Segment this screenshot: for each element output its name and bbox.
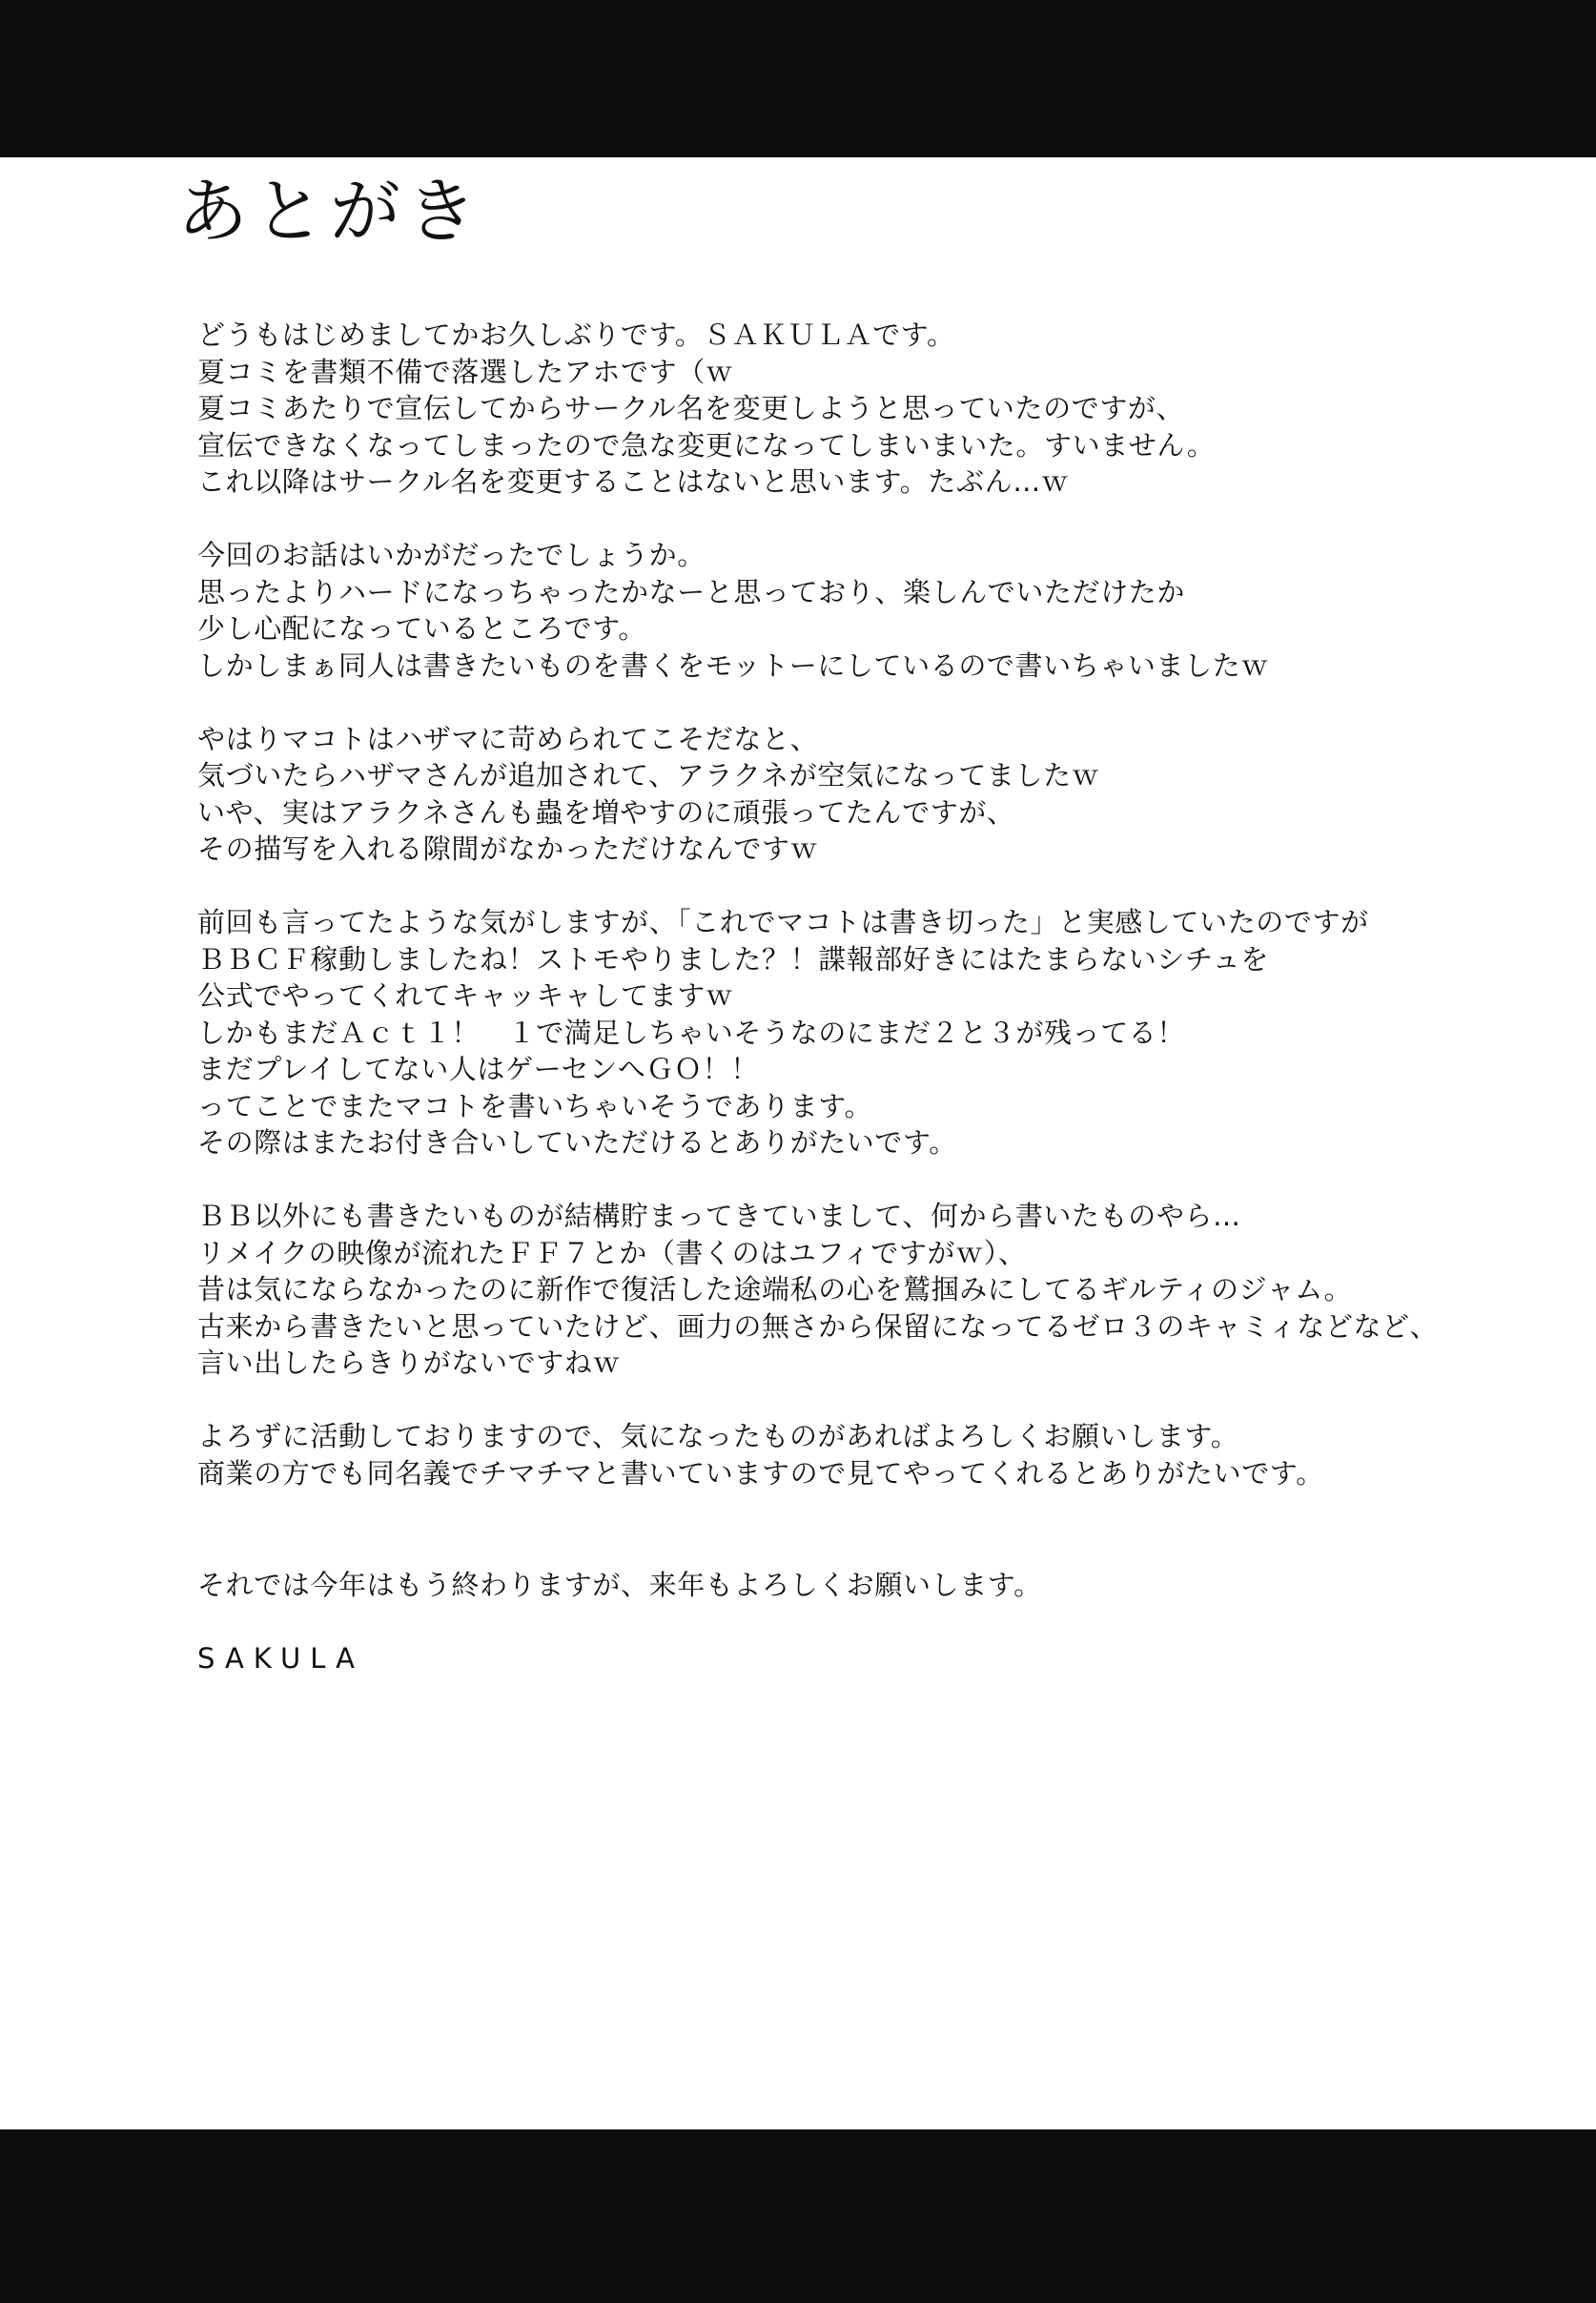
paragraph-spacer	[197, 1529, 1561, 1567]
top-black-border	[0, 0, 1596, 157]
text-line: リメイクの映像が流れたＦＦ７とか（書くのはユフィですがｗ）、	[197, 1236, 1027, 1269]
text-line: やはりマコトはハザマに苛められてこそだなと、	[197, 722, 819, 755]
page-title: あとがき	[177, 171, 482, 253]
text-line: 商業の方でも同名義でチマチマと書いていますので見てやってくれるとありがたいです。	[197, 1456, 1324, 1490]
text-line: それでは今年はもう終わりますが、来年もよろしくお願いします。	[197, 1568, 1042, 1601]
text-line: 夏コミを書類不備で落選したアホです（ｗ	[197, 355, 734, 388]
text-line: ってことでまたマコトを書いちゃいそうであります。	[197, 1089, 873, 1122]
text-line: ＢＢ以外にも書きたいものが結構貯まってきていまして、何から書いたものやら…	[197, 1200, 1241, 1232]
text-line: これ以降はサークル名を変更することはないと思います。たぶん…ｗ	[197, 465, 1070, 498]
text-line: 公式でやってくれてキャッキャしてますｗ	[197, 979, 734, 1012]
text-line: いや、実はアラクネさんも蟲を増やすのに頑張ってたんですが、	[197, 795, 1015, 829]
text-line: よろずに活動しておりますので、気になったものがあればよろしくお願いします。	[197, 1420, 1239, 1452]
paragraph-future-works	[197, 1198, 1561, 1382]
paragraph-bbcf	[197, 904, 1561, 1162]
text-line: 宣伝できなくなってしまったので急な変更になってしまいまいた。すいません。	[197, 428, 1216, 462]
bottom-black-border	[0, 2129, 1596, 2303]
paragraph-characters	[197, 721, 1561, 868]
text-line: 気づいたらハザマさんが追加されて、アラクネが空気になってましたｗ	[197, 759, 1100, 792]
paragraph-activities	[197, 1418, 1561, 1491]
text-line: 言い出したらきりがないですねｗ	[197, 1347, 622, 1379]
text-line: その際はまたお付き合いしていただけるとありがたいです。	[197, 1126, 957, 1159]
paragraph-story	[197, 537, 1561, 684]
text-line: 夏コミあたりで宣伝してからサークル名を変更しようと思っていたのですが、	[197, 392, 1185, 424]
afterword-body	[197, 317, 1561, 1676]
text-line: 少し心配になっているところです。	[197, 612, 646, 645]
author-signature: SAKULA	[197, 1641, 364, 1675]
text-line: どうもはじめましてかお久しぶりです。ＳＡＫＵＬＡです。	[197, 319, 955, 351]
text-line: まだプレイしてない人はゲーセンへＧＯ！！	[197, 1053, 759, 1085]
text-line: 前回も言ってたような気がしますが、「これでマコトは書き切った」と実感していたのですが	[197, 906, 1369, 938]
text-line: 昔は気にならなかったのに新作で復活した途端私の心を鷲掴みにしてるギルティのジャム。	[197, 1273, 1353, 1306]
text-line: 古来から書きたいと思っていたけど、画力の無さから保留になってるゼロ３のキャミィなどなど、	[197, 1309, 1439, 1343]
text-line: 今回のお話はいかがだったでしょうか。	[197, 539, 706, 571]
text-line: その描写を入れる隙間がなかっただけなんですｗ	[197, 833, 819, 865]
paragraph-closing	[197, 1567, 1561, 1604]
paragraph-greeting	[197, 317, 1561, 501]
text-line: 思ったよりハードになっちゃったかなーと思っており、楽しんでいただけたか	[197, 575, 1186, 608]
text-line: ＢＢＣＦ稼動しましたね！ストモやりました？！諜報部好きにはたまらないシチュを	[197, 942, 1269, 976]
text-line: しかしまぁ同人は書きたいものを書くをモットーにしているので書いちゃいましたｗ	[197, 648, 1269, 682]
text-line: しかもまだＡｃｔ１！ １で満足しちゃいそうなのにまだ２と３が残ってる！	[197, 1016, 1186, 1049]
